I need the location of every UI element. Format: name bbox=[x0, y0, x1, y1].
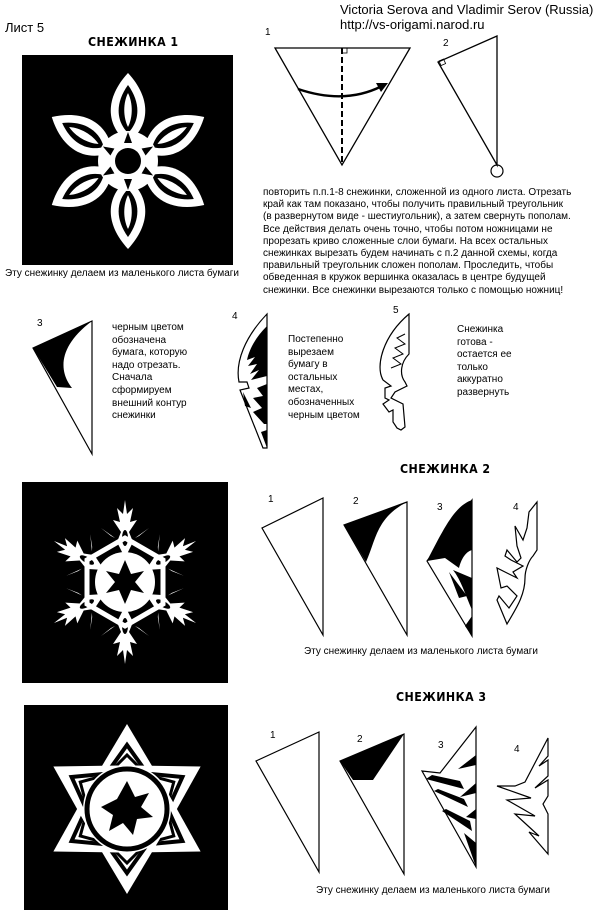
step5-cut-result bbox=[375, 312, 420, 437]
sf2-step3-diagram bbox=[425, 498, 475, 638]
note-line: обозначенных bbox=[288, 396, 355, 408]
instructions-line: Все действия делать очень точно, чтобы потом ножницами не bbox=[263, 223, 553, 235]
sf3-step4-diagram bbox=[495, 736, 555, 861]
snowflake2-title: СНЕЖИНКА 2 bbox=[400, 462, 491, 476]
authors-text: Victoria Serova and Vladimir Serov (Russia) bbox=[340, 2, 594, 17]
note-line: Постепенно bbox=[288, 334, 344, 345]
instructions-line: край как там показано, чтобы получить правильный треугольник bbox=[263, 199, 563, 211]
sf2-step1-number: 1 bbox=[268, 494, 274, 505]
sf2-step4-number: 4 bbox=[513, 502, 519, 513]
sf2-step2-number: 2 bbox=[353, 496, 359, 507]
note-line: бумагу в bbox=[288, 359, 328, 371]
note-line: готова - bbox=[457, 336, 493, 348]
note-line: остальных bbox=[288, 371, 338, 383]
note-line: бумага, которую bbox=[112, 347, 188, 359]
instructions-line: правильный треугольник сложен пополам. Проследить, чтобы bbox=[263, 260, 554, 272]
sheet-label: Лист 5 bbox=[5, 20, 45, 35]
snowflake1-photo bbox=[22, 55, 233, 265]
step4-number: 4 bbox=[232, 311, 238, 322]
sf2-step1-diagram bbox=[260, 495, 330, 640]
note-line: черным цветом bbox=[288, 409, 360, 421]
step5-number: 5 bbox=[393, 305, 399, 316]
note-line: аккуратно bbox=[457, 374, 503, 386]
note-line: черным цветом bbox=[112, 322, 184, 333]
sf2-step4-diagram bbox=[495, 500, 545, 630]
step3-number: 3 bbox=[37, 318, 43, 329]
instructions-line: обведенная в кружок вершинка оказалась в центре будущей bbox=[263, 272, 546, 284]
snowflake2-caption: Эту снежинку делаем из маленького листа бумаги bbox=[304, 646, 538, 657]
sf3-step1-diagram bbox=[254, 730, 324, 875]
note-line: Сначала bbox=[112, 372, 153, 384]
snowflake3-image bbox=[24, 705, 228, 910]
snowflake3-photo bbox=[24, 705, 228, 910]
note-line: развернуть bbox=[457, 386, 510, 398]
snowflake2-image bbox=[22, 482, 228, 683]
sf3-step1-number: 1 bbox=[270, 730, 276, 741]
step4-note bbox=[288, 334, 360, 422]
step5-note bbox=[457, 324, 512, 400]
sf3-step2-number: 2 bbox=[357, 734, 363, 745]
snowflake1-caption: Эту снежинку делаем из маленького листа бумаги bbox=[5, 268, 239, 279]
note-line: надо отрезать. bbox=[112, 359, 181, 371]
step3-cut-diagram bbox=[30, 318, 100, 458]
note-line: только bbox=[457, 361, 488, 373]
tip-circle-marker bbox=[491, 165, 503, 177]
instructions-line: снежинках вырезать будем начинать с п.2 данной схемы, когда bbox=[263, 248, 558, 260]
instructions-line: снежинки. Все снежинки вырезаются только с помощью ножниц! bbox=[263, 284, 564, 296]
step1-number: 1 bbox=[265, 27, 271, 38]
instructions-line: повторить п.п.1-8 снежинки, сложенной из одного листа. Отрезать bbox=[263, 187, 572, 198]
step3-note bbox=[112, 322, 187, 423]
step2-fold-diagram bbox=[435, 30, 515, 170]
sf2-step2-diagram bbox=[342, 500, 412, 640]
authors-block bbox=[340, 2, 593, 32]
instructions-paragraph bbox=[263, 187, 593, 297]
instructions-line: (в развернутом виде - шестиугольник), а затем свернуть пополам. bbox=[263, 211, 571, 223]
step1-fold-diagram bbox=[270, 45, 420, 175]
note-line: внешний контур bbox=[112, 397, 187, 409]
note-line: остается ее bbox=[457, 349, 512, 361]
website-url: http://vs-origami.narod.ru bbox=[340, 17, 485, 32]
snowflake1-title: СНЕЖИНКА 1 bbox=[88, 35, 179, 49]
sf2-step3-number: 3 bbox=[437, 502, 443, 513]
snowflake2-photo bbox=[22, 482, 228, 683]
note-line: вырезаем bbox=[288, 346, 334, 358]
note-line: местах, bbox=[288, 384, 324, 396]
sf3-step4-number: 4 bbox=[514, 744, 520, 755]
snowflake3-caption: Эту снежинку делаем из маленького листа бумаги bbox=[316, 885, 550, 896]
note-line: Снежинка bbox=[457, 324, 504, 335]
note-line: обозначена bbox=[112, 334, 167, 346]
instructions-line: прорезать криво сложенные слои бумаги. На всех остальных bbox=[263, 235, 548, 247]
snowflake3-title: СНЕЖИНКА 3 bbox=[396, 690, 487, 704]
step4-cut-diagram bbox=[235, 312, 275, 452]
sf3-step3-number: 3 bbox=[438, 740, 444, 751]
note-line: снежинки bbox=[112, 410, 156, 422]
note-line: сформируем bbox=[112, 384, 172, 396]
step2-number: 2 bbox=[443, 38, 449, 49]
sf3-step3-diagram bbox=[420, 725, 480, 870]
sf3-step2-diagram bbox=[338, 732, 408, 877]
snowflake1-image bbox=[22, 55, 233, 265]
